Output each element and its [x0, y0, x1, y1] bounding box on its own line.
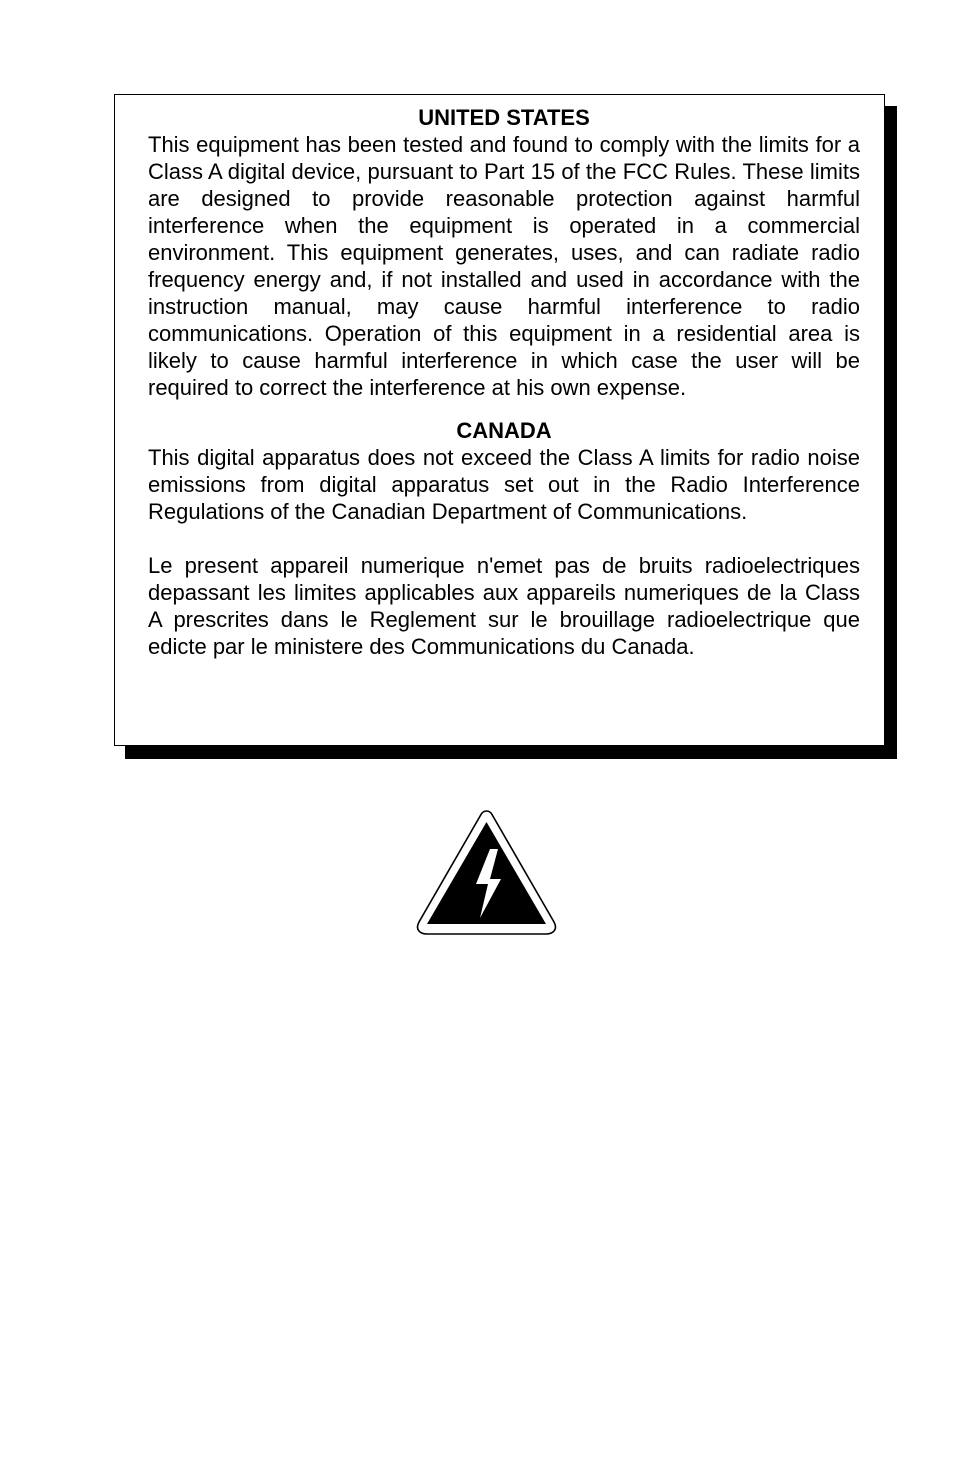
- canada-heading: CANADA: [456, 418, 552, 443]
- electrical-hazard-icon: [416, 809, 557, 936]
- canada-statement-french: Le present appareil numerique n'emet pas de bruits radioelectriques depassant les limites applicables aux appareils numeriques de la Class A prescrites dans le Reglement sur le brouillage radioelectrique que edicte par le ministere des Communications du Canada.: [148, 553, 860, 659]
- us-heading: UNITED STATES: [418, 105, 590, 130]
- us-fcc-statement: This equipment has been tested and found to comply with the limits for a Class A digital device, pursuant to Part 15 of the FCC Rules. These limits are designed to provide reasonable protection against harmful interference when the equipment is operated in a commercial environment. This equipment generates, uses, and can radiate radio frequency energy and, if not installed and used in accordance with the instruction manual, may cause harmful interference to radio communications. Operation of this equipment in a residential area is likely to cause harmful interference in which case the user will be required to correct the interference at his own expense.: [148, 132, 860, 400]
- regulatory-notice-box: [114, 94, 885, 746]
- canada-statement-english: This digital apparatus does not exceed the Class A limits for radio noise emissions from digital apparatus set out in the Radio Interference Regulations of the Canadian Department of Communications.: [148, 445, 860, 524]
